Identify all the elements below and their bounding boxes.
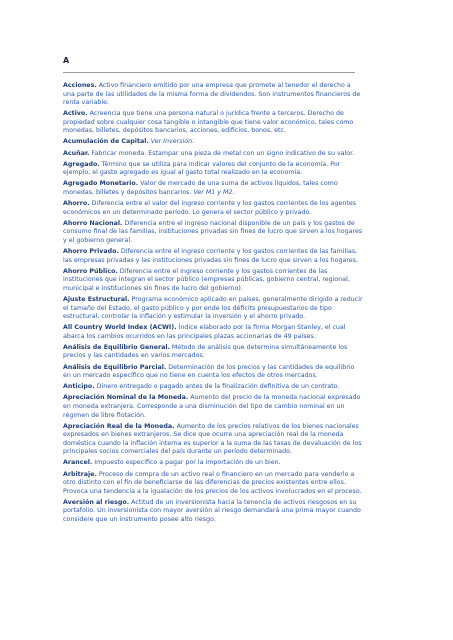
entry-definition: Término que se utiliza para indicar valores del conjunto de la economía. Por ejemplo, el gasto agregado es igual al gasto total realizado en la economía. <box>63 160 341 177</box>
entry-term: Apreciación Real de la Moneda. <box>63 422 175 430</box>
entry-term: Agregado Monetario. <box>63 180 139 188</box>
entry-definition: Índice elaborado por la firma Morgan Stanley, el cual abarca los cambios ocurridos en las principales plazas accionarias de 49 países. <box>63 324 346 340</box>
entry-term: Agregado. <box>63 160 100 168</box>
entry-definition: Programa económico aplicado en países, generalmente dirigido a reducir el tamaño del Estado, el gasto público y por ende los déficits presupuestarios de tipo estructural, controlar la inflación y estimular la inversión y el ahorro privado. <box>63 295 363 321</box>
entry-term: Ahorro Nacional. <box>63 219 123 227</box>
entry-definition: Dinero entregado o pagado antes de la finalización definitiva de un contrato. <box>94 383 340 391</box>
entry-definition: Diferencia entre el ingreso nacional disponible de un país y los gastos de consumo final de las familias, instituciones privadas sin fines de lucro que sirven a los hogares y el gobierno general. <box>63 219 363 244</box>
entry-definition: Activo financiero emitido por una empresa que promete al tenedor el derecho a una parte de las utilidades de la misma forma de dividendos. Son instrumentos financieros de renta variable. <box>63 82 361 107</box>
glossary-entry <box>63 138 363 147</box>
glossary-entries <box>63 82 361 524</box>
glossary-entry <box>63 324 363 341</box>
entry-definition: Diferencia entre el valor del ingreso corriente y los gastos corrientes de los agentes económicos en un determinado período. Lo genera el sector público y privado. <box>63 200 357 216</box>
entry-term: Análisis de Equilibrio General. <box>63 343 170 351</box>
section-letter: A <box>63 56 70 65</box>
entry-definition: Impuesto específico a pagar por la importación de un bien. <box>92 459 281 467</box>
glossary-entry <box>63 268 363 294</box>
entry-definition: Proceso de compra de un activo real o financiero en un mercado para venderlo a otro distinto con el fin de beneficiarse de las diferencias de precios existentes entre ellos. Provoca una tendencia a la igualación de los precios de los activos involucrados en el proceso. <box>63 470 362 495</box>
entry-term: Arbitraje. <box>63 470 97 478</box>
section-divider <box>63 72 355 73</box>
glossary-entry <box>63 82 363 108</box>
glossary-entry <box>63 200 363 217</box>
glossary-entry <box>63 499 363 525</box>
entry-term: Acuñar. <box>63 149 90 157</box>
entry-term: Ajuste Estructural. <box>63 295 130 303</box>
glossary-entry <box>63 161 363 178</box>
entry-term: Aversión al riesgo. <box>63 498 130 506</box>
glossary-entry <box>63 296 363 322</box>
glossary-entry <box>63 423 363 457</box>
glossary-entry <box>63 364 363 381</box>
entry-term: Apreciación Nominal de la Moneda. <box>63 394 189 402</box>
glossary-entry <box>63 471 363 497</box>
glossary-entry <box>63 394 363 420</box>
entry-term: Activo. <box>63 110 88 118</box>
entry-definition: Aumento del precio de la moneda nacional expresado en moneda extranjera. Corresponde a una disminución del tipo de cambio nominal en un régimen de libre flotación. <box>63 394 361 419</box>
entry-term: Acumulación de Capital. <box>63 138 149 146</box>
glossary-entry <box>63 110 363 136</box>
glossary-entry <box>63 383 363 392</box>
entry-term: Acciones. <box>63 82 97 89</box>
entry-definition: Acreencia que tiene una persona natural o jurídica frente a terceros. Derecho de propiedad sobre cualquier cosa tangible o intangible que tiene valor económico, tales como monedas, billetes, depósitos bancarios, acciones, edificios, bonos, etc. <box>63 110 354 135</box>
glossary-entry <box>63 180 363 197</box>
entry-cross-reference: Ver M1 y M2. <box>193 188 235 196</box>
glossary-entry <box>63 150 363 159</box>
entry-definition: Actitud de un inversionista hacia la tenencia de activos riesgosos en su portafolio. Un inversionista con mayor aversión al riesgo demandará una prima mayor cuando considere que un instrumento posee alto riesgo. <box>63 498 361 523</box>
entry-term: Ahorro Privado. <box>63 248 119 256</box>
entry-term: Análisis de Equilibrio Parcial. <box>63 363 167 371</box>
entry-cross-reference: Ver Inversión. <box>150 138 195 146</box>
entry-definition: Aumento de los precios relativos de los bienes nacionales expresados en bienes extranjeros. Se dice que ocurre una apreciación real de la moneda doméstica cuando la inflación interna es superior a la suma de las tasas de devaluación de los principales socios comerciales del país durante un período determinado. <box>63 422 362 456</box>
entry-definition: Determinación de los precios y las cantidades de equilibrio en un mercado específico que no tiene en cuenta los efectos de otros mercados. <box>63 363 355 380</box>
entry-term: Ahorro. <box>63 200 90 208</box>
entry-definition: Diferencia entre el ingreso corriente y los gastos corrientes de las instituciones que integran el sector público (empresas públicas, gobierno central, regional, municipal e instituciones sin fines de lucro del gobierno). <box>63 267 350 292</box>
entry-definition: Diferencia entre el ingreso corriente y los gastos corrientes de las familias, las empresas privadas y las instituciones privadas sin fines de lucro que sirven a los hogares. <box>63 248 358 264</box>
entry-term: All Country World Index (ACWI). <box>63 324 177 332</box>
entry-term: Arancel. <box>63 459 93 467</box>
entry-definition: Valor de mercado de una suma de activos líquidos, tales como monedas, billetes y depósitos bancarios. <box>63 180 338 196</box>
glossary-entry <box>63 344 363 361</box>
entry-term: Anticipo. <box>63 383 95 391</box>
glossary-entry <box>63 248 363 265</box>
glossary-entry <box>63 459 363 468</box>
entry-definition: Fabricar moneda. Estampar una pieza de metal con un signo indicativo de su valor. <box>89 149 355 157</box>
glossary-entry <box>63 220 363 246</box>
entry-term: Ahorro Público. <box>63 267 118 275</box>
entry-definition: Método de análisis que determina simultáneamente los precios y las cantidades en varios mercados. <box>63 343 348 360</box>
